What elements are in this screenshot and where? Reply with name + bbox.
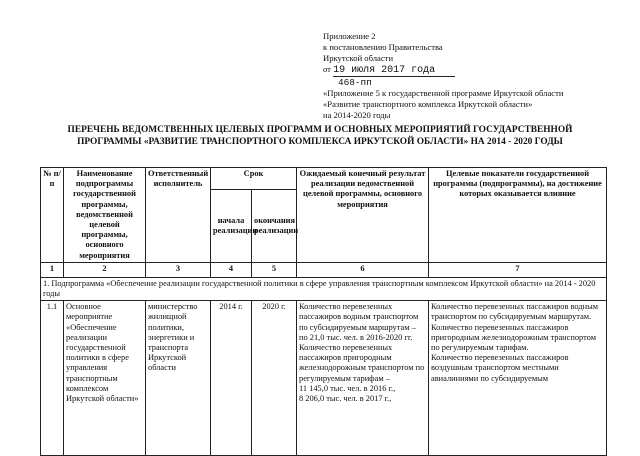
date-prefix: от: [323, 64, 331, 74]
column-number: 3: [146, 262, 211, 277]
header-name: Наименование подпрограммы государственной программы, ведомственной целевой программы, основного мероприятия: [64, 168, 146, 263]
row-name: Основное мероприятие «Обеспечение реализации государственной политики в сфере управления транспортным комплексом Иркутской области»: [64, 301, 146, 456]
document-title: [40, 124, 600, 148]
appendix-date-line: [323, 64, 623, 77]
appendix-line-3: Иркутской области: [323, 53, 394, 63]
header-term-end: окончания реализации: [252, 190, 297, 262]
column-number: 4: [211, 262, 252, 277]
appendix-line-2: к постановлению Правительства: [323, 42, 443, 52]
column-number: 6: [297, 262, 429, 277]
row-executor: министерство жилищной политики, энергетики и транспорта Иркутской области: [146, 301, 211, 456]
result-item: Количество перевезенных пассажиров пригородным железнодорожным транспортом по регулируемым тарифам –: [299, 343, 425, 383]
indicator-item: Количество перевезенных пассажиров воздушным транспортом местными авиалиниями по субсидируемым: [431, 353, 569, 383]
column-number: 2: [64, 262, 146, 277]
table-row: [41, 301, 607, 456]
programs-table: [40, 167, 607, 456]
header-result: Ожидаемый конечный результат реализации ведомственной целевой программы, основного мероприятия: [297, 168, 429, 263]
header-row: [41, 168, 607, 190]
header-executor: Ответственный исполнитель: [146, 168, 211, 263]
result-item: Количество перевезенных пассажиров водным транспортом по субсидируемым маршрутам – по 21,0 тыс. чел. в 2016-2020 гг.: [299, 302, 419, 342]
subprogram-row: [41, 277, 607, 300]
column-number-row: [41, 262, 607, 277]
appendix-line-6: «Развитие транспортного комплекса Иркутской области»: [323, 99, 533, 109]
row-num: 1.1: [41, 301, 64, 456]
row-indicators: [429, 301, 607, 456]
appendix-block: [323, 31, 623, 121]
resolution-number: 468-пп: [338, 77, 372, 88]
title-line-1: ПЕРЕЧЕНЬ ВЕДОМСТВЕННЫХ ЦЕЛЕВЫХ ПРОГРАММ И ОСНОВНЫХ МЕРОПРИЯТИЙ ГОСУДАРСТВЕННОЙ: [67, 125, 573, 135]
appendix-line-5: «Приложение 5 к государственной программе Иркутской области: [323, 88, 564, 98]
result-item: 8 206,0 тыс. чел. в 2017 г.,: [299, 394, 392, 404]
row-end: 2020 г.: [252, 301, 297, 456]
header-term: Срок: [211, 168, 297, 190]
appendix-line-1: Приложение 2: [323, 31, 376, 41]
header-indicators: Целевые показатели государственной программы (подпрограммы), на достижение которых оказывается влияние: [429, 168, 607, 263]
result-item: 11 145,0 тыс. чел. в 2016 г.,: [299, 383, 396, 393]
resolution-date: 19 июля 2017 года: [333, 66, 455, 77]
subprogram-title: 1. Подпрограмма «Обеспечение реализации государственной политики в сфере управления транспортным комплексом Иркутской области» на 2014 - 2020 годы: [41, 277, 607, 300]
title-line-2: ПРОГРАММЫ «РАЗВИТИЕ ТРАНСПОРТНОГО КОМПЛЕКСА ИРКУТСКОЙ ОБЛАСТИ» НА 2014 - 2020 ГОДЫ: [77, 137, 563, 147]
column-number: 7: [429, 262, 607, 277]
header-term-start: начала реализации: [211, 190, 252, 262]
indicator-item: Количество перевезенных пассажиров водным транспортом по субсидируемым маршрутам.: [431, 302, 598, 322]
indicator-item: Количество перевезенных пассажиров пригородным железнодорожным транспортом по регулируемым тарифам.: [431, 322, 596, 353]
row-start: 2014 г.: [211, 301, 252, 456]
header-num: № п/п: [41, 168, 64, 263]
row-result: [297, 301, 429, 456]
appendix-line-7: на 2014-2020 годы: [323, 110, 391, 120]
column-number: 5: [252, 262, 297, 277]
column-number: 1: [41, 262, 64, 277]
